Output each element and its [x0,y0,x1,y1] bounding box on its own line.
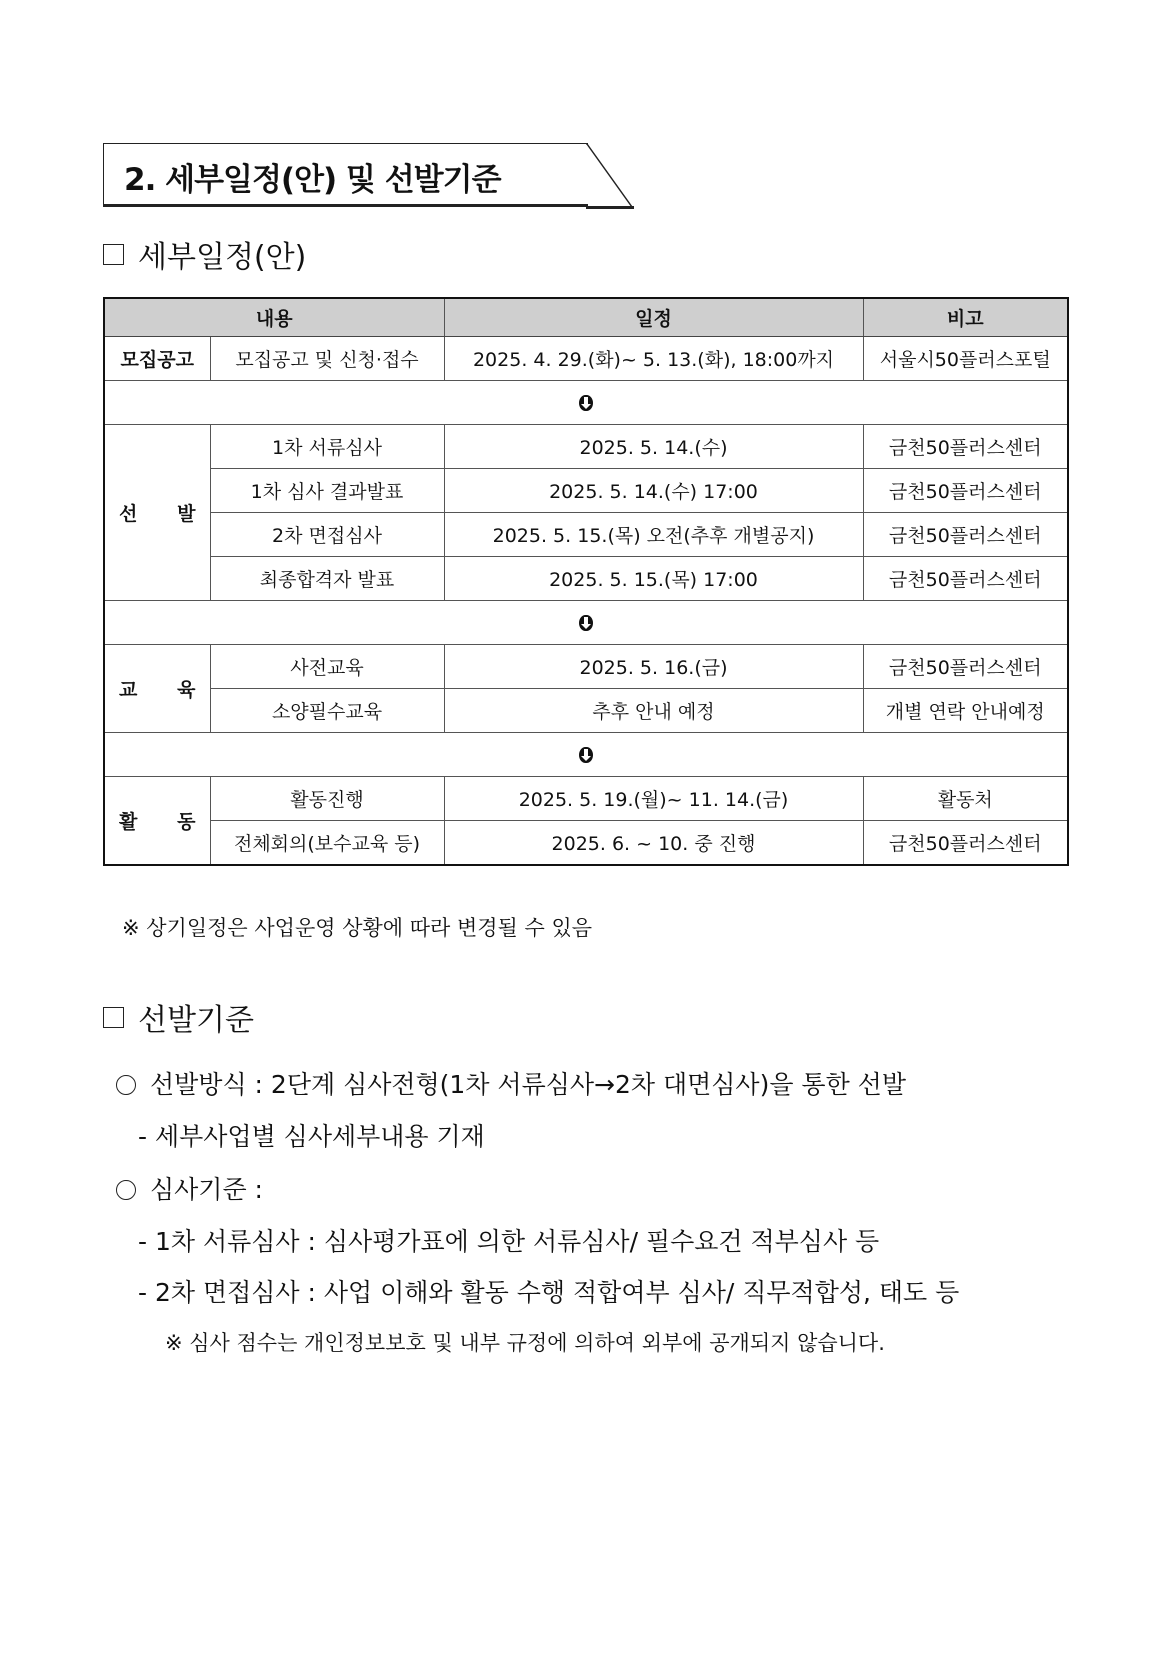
item-cell: 최종합격자 발표 [210,557,444,601]
header-schedule: 일정 [444,298,863,337]
table-row [104,557,1068,601]
flow-arrow-row [104,733,1068,777]
table-row [104,821,1068,866]
table-row [104,425,1068,469]
schedule-table [103,297,1069,866]
header-content: 내용 [104,298,444,337]
item-cell: 1차 심사 결과발표 [210,469,444,513]
note-cell: 금천50플러스센터 [863,513,1068,557]
group-activity [104,777,210,866]
group-label-a: 활 [119,811,138,833]
item-cell: 소양필수교육 [210,689,444,733]
review-criteria-text: 심사기준 : [150,1175,263,1204]
table-row [104,689,1068,733]
item-cell: 모집공고 및 신청·접수 [210,337,444,381]
note-cell: 금천50플러스센터 [863,557,1068,601]
section-title-box [103,143,588,207]
header-note: 비고 [863,298,1068,337]
date-cell: 2025. 5. 19.(월)~ 11. 14.(금) [444,777,863,821]
group-recruit: 모집공고 [104,337,210,381]
note-cell: 금천50플러스센터 [863,821,1068,866]
item-cell: 2차 면접심사 [210,513,444,557]
table-row [104,469,1068,513]
circle-bullet-icon [116,1180,136,1200]
selection-method [116,1065,906,1101]
note-cell: 금천50플러스센터 [863,425,1068,469]
date-cell: 2025. 5. 14.(수) 17:00 [444,469,863,513]
criteria-heading-text: 선발기준 [138,1003,254,1038]
group-label-a: 선 [119,503,138,525]
criteria-item: - 1차 서류심사 : 심사평가표에 의한 서류심사/ 필수요건 적부심사 등 [138,1227,880,1256]
flow-arrow-row [104,381,1068,425]
circle-bullet-icon [116,1075,136,1095]
criteria-note: ※ 심사 점수는 개인정보보호 및 내부 규정에 의하여 외부에 공개되지 않습니다. [165,1331,885,1355]
group-label-a: 교 [119,679,138,701]
group-label-b: 발 [177,503,196,525]
down-arrow-circle-icon [579,615,593,631]
note-cell: 금천50플러스센터 [863,469,1068,513]
note-cell: 개별 연락 안내예정 [863,689,1068,733]
group-education [104,645,210,733]
date-cell: 추후 안내 예정 [444,689,863,733]
criteria-heading [103,995,254,1039]
down-arrow-circle-icon [579,395,593,411]
item-cell: 1차 서류심사 [210,425,444,469]
criteria-item: - 2차 면접심사 : 사업 이해와 활동 수행 적합여부 심사/ 직무적합성, 태도 등 [138,1278,960,1307]
table-row [104,513,1068,557]
item-cell: 전체회의(보수교육 등) [210,821,444,866]
schedule-heading-text: 세부일정(안) [138,240,307,275]
page-title: 2. 세부일정(안) 및 선발기준 [124,162,501,198]
table-row [104,777,1068,821]
table-header-row [104,298,1068,337]
square-bullet-icon [103,244,124,265]
group-label-b: 육 [177,679,196,701]
schedule-heading [103,232,306,276]
table-row [104,337,1068,381]
down-arrow-circle-icon [579,747,593,763]
date-cell: 2025. 6. ~ 10. 중 진행 [444,821,863,866]
selection-method-text: 선발방식 : 2단계 심사전형(1차 서류심사→2차 대면심사)을 통한 선발 [150,1070,906,1099]
group-label-b: 동 [177,811,196,833]
schedule-footnote: ※ 상기일정은 사업운영 상황에 따라 변경될 수 있음 [122,916,593,940]
square-bullet-icon [103,1007,124,1028]
selection-method-sub: - 세부사업별 심사세부내용 기재 [138,1122,485,1151]
table-row [104,645,1068,689]
note-cell: 서울시50플러스포털 [863,337,1068,381]
item-cell: 활동진행 [210,777,444,821]
title-box-slant [586,143,634,209]
group-selection [104,425,210,601]
item-cell: 사전교육 [210,645,444,689]
date-cell: 2025. 4. 29.(화)~ 5. 13.(화), 18:00까지 [444,337,863,381]
flow-arrow-row [104,601,1068,645]
date-cell: 2025. 5. 16.(금) [444,645,863,689]
note-cell: 활동처 [863,777,1068,821]
date-cell: 2025. 5. 15.(목) 오전(추후 개별공지) [444,513,863,557]
date-cell: 2025. 5. 14.(수) [444,425,863,469]
date-cell: 2025. 5. 15.(목) 17:00 [444,557,863,601]
review-criteria [116,1170,263,1206]
note-cell: 금천50플러스센터 [863,645,1068,689]
